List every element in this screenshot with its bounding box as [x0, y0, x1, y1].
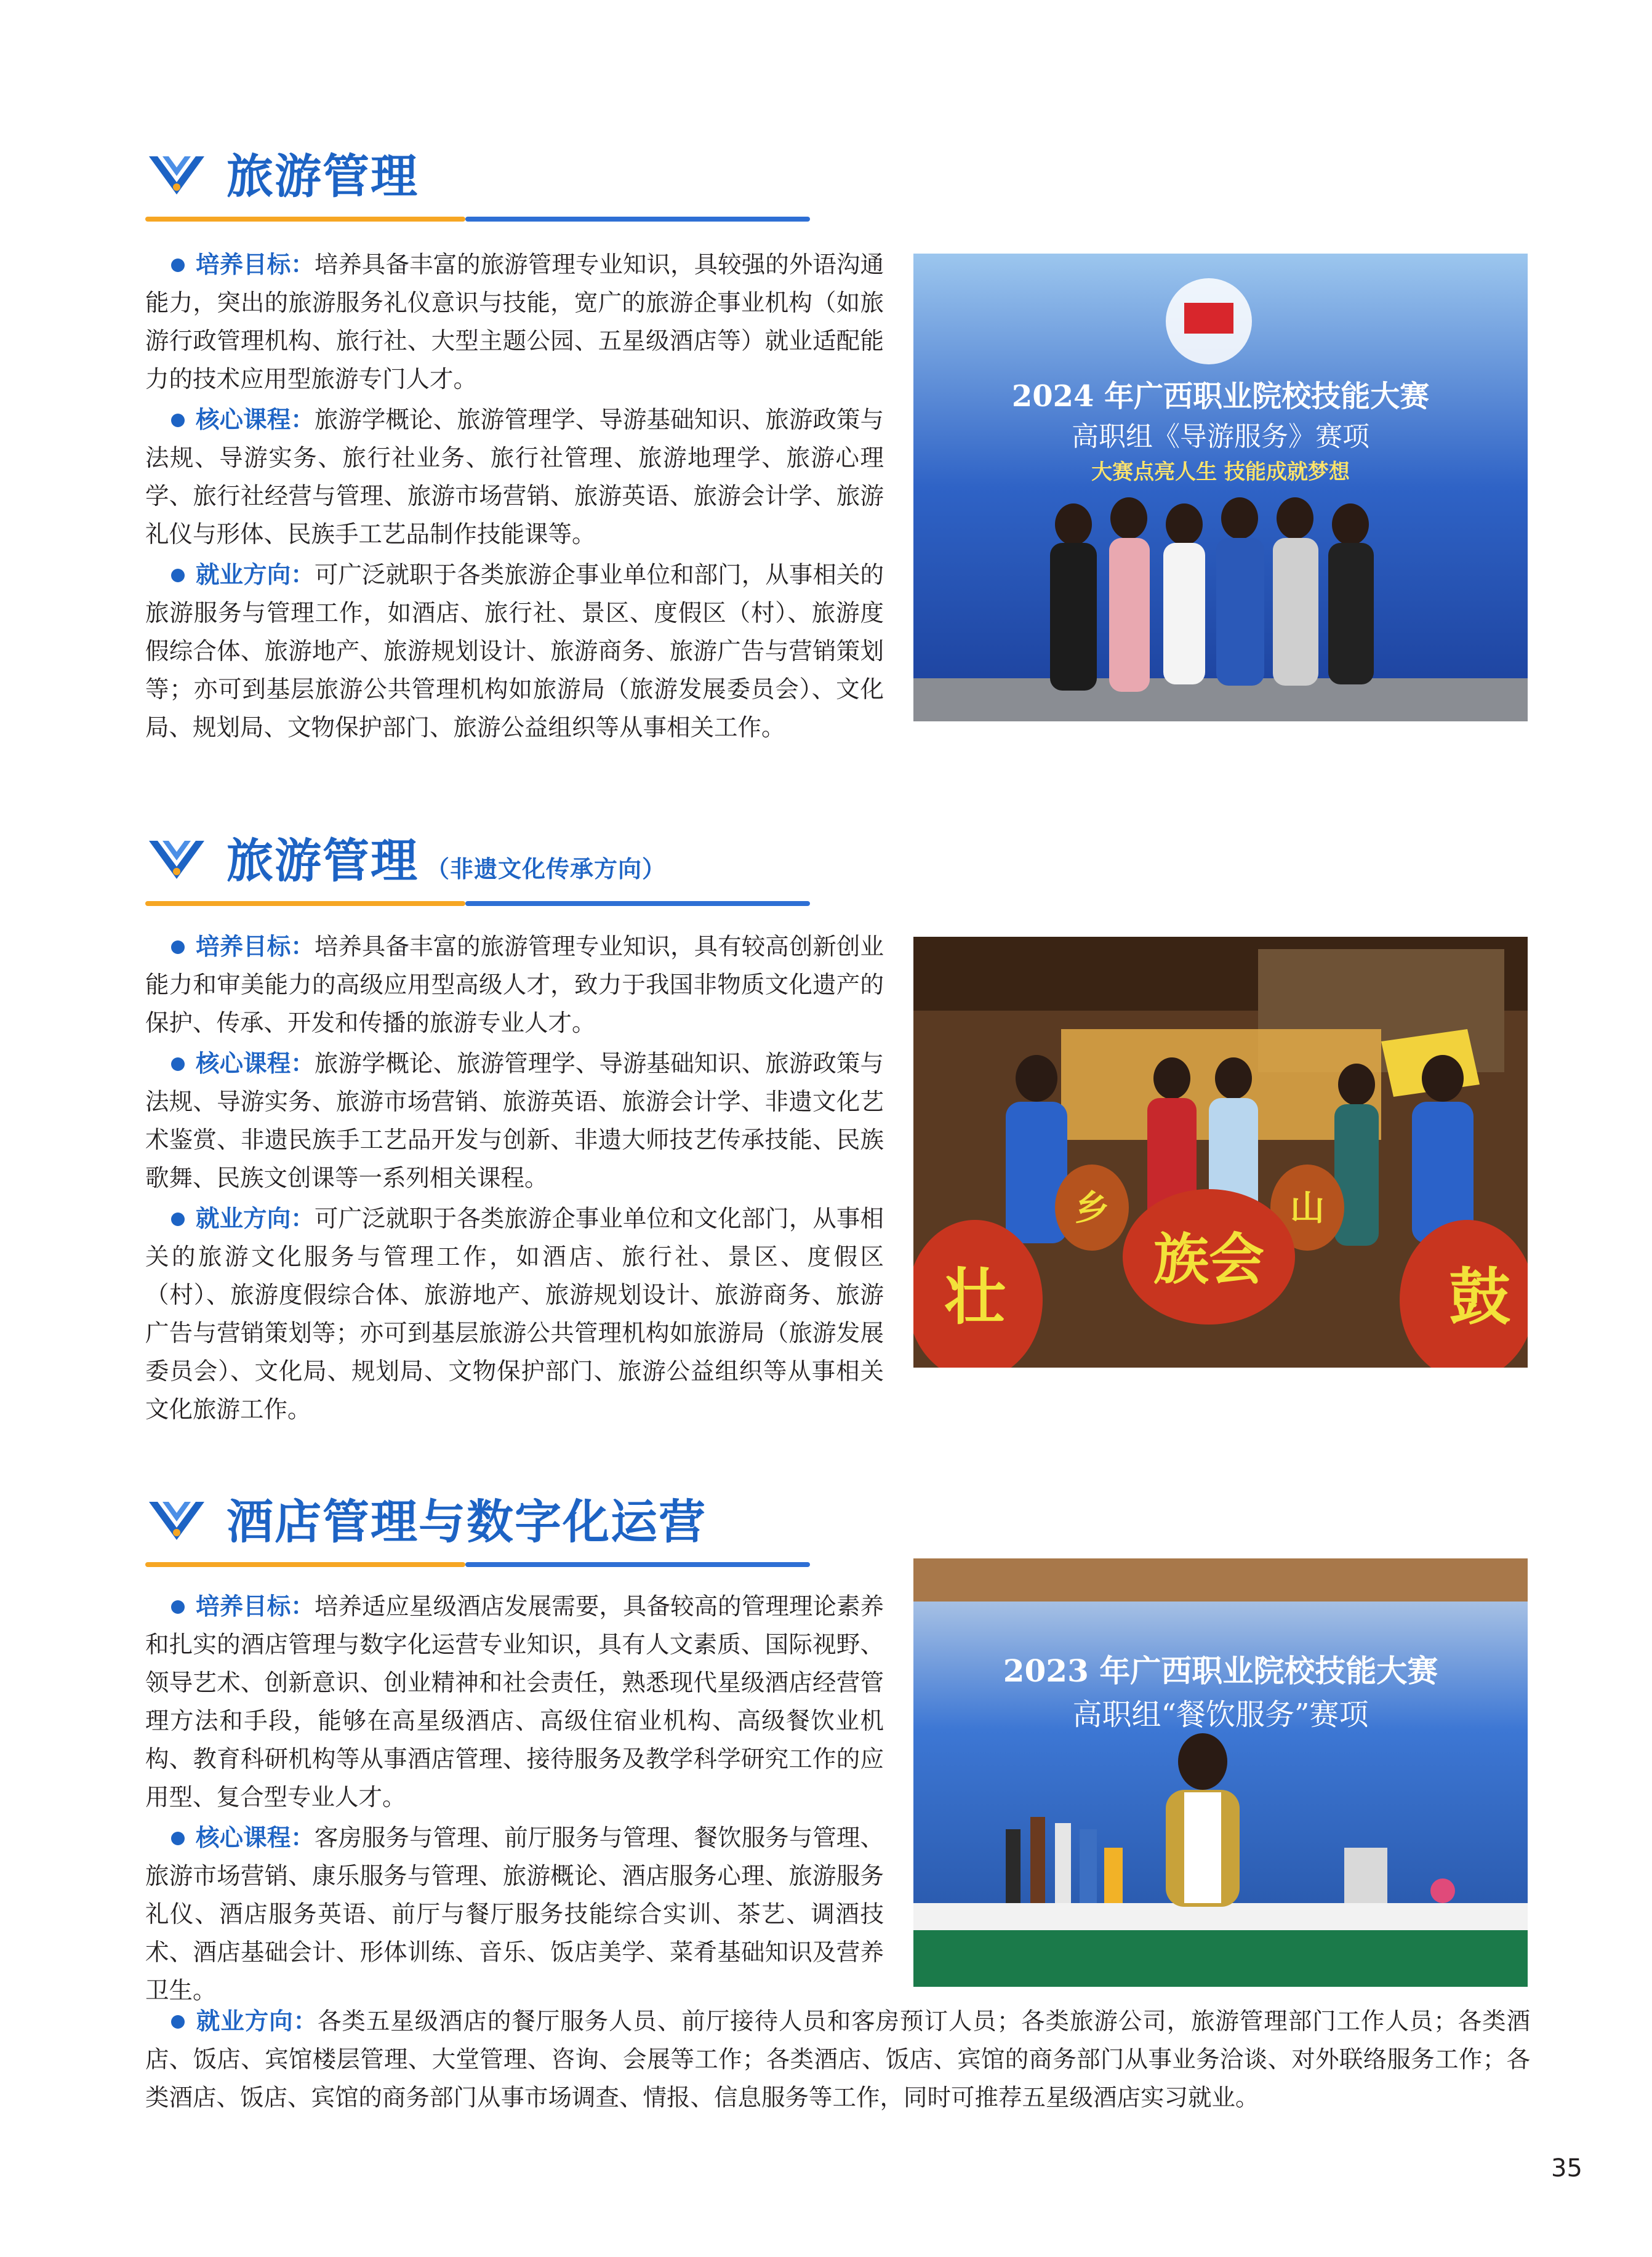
page-number: 35 — [1551, 2154, 1582, 2183]
photo-banner-line2: 高职组“餐饮服务”赛项 — [1072, 1698, 1369, 1732]
bullet-icon — [171, 259, 185, 272]
career-paragraph — [145, 2003, 1530, 2117]
drum-label-zuhui: 族会 — [1153, 1227, 1264, 1292]
section-body — [145, 928, 884, 1432]
bullet-icon — [171, 569, 185, 582]
career-text: 可广泛就职于各类旅游企事业单位和文化部门，从事相关的旅游文化服务与管理工作，如酒店、旅行社、景区、度假区（村）、旅游度假综合体、旅游地产、旅游规划设计、旅游商务、旅游广告与营销策划等；亦可到基层旅游公共管理机构如旅游局（旅游发展委员会）、文化局、规划局、文物保护部门、旅游公益组织等从事相关文化旅游工作。 — [145, 1205, 884, 1424]
career-paragraph — [145, 556, 884, 747]
section-subtitle: （非遗文化传承方向） — [426, 856, 667, 883]
goal-label: 培养目标： — [196, 933, 315, 961]
photo-zhuang-drum-performance — [913, 937, 1528, 1368]
career-label: 就业方向： — [196, 2008, 318, 2035]
title-rule-blue — [465, 1562, 810, 1567]
photo-banner-line1: 2023 年广西职业院校技能大赛 — [1003, 1653, 1438, 1689]
bullet-icon — [171, 940, 185, 954]
drum-label-zhuang: 壮 — [944, 1261, 1006, 1333]
section-title: 酒店管理与数字化运营 — [227, 1494, 707, 1549]
chevron-logo-icon — [149, 1496, 204, 1545]
drum-label-shan: 山 — [1290, 1189, 1325, 1229]
title-rule-gold — [145, 901, 465, 906]
chevron-logo-icon — [149, 835, 204, 884]
career-label: 就业方向： — [196, 1205, 315, 1233]
bullet-icon — [171, 1057, 185, 1071]
section-body-upper — [145, 1588, 884, 2013]
career-label: 就业方向： — [196, 561, 315, 589]
section-body-career — [145, 2003, 1530, 2120]
courses-text: 旅游学概论、旅游管理学、导游基础知识、旅游政策与法规、导游实务、旅行社业务、旅行社管理、旅游地理学、旅游心理学、旅行社经营与管理、旅游市场营销、旅游英语、旅游会计学、旅游礼仪与形体、民族手工艺品制作技能课等。 — [145, 406, 884, 548]
title-rule-gold — [145, 1562, 465, 1567]
title-rule-blue — [465, 901, 810, 906]
bullet-icon — [171, 2015, 185, 2029]
courses-label: 核心课程： — [196, 1050, 315, 1078]
courses-label: 核心课程： — [196, 1824, 315, 1852]
goal-text: 培养具备丰富的旅游管理专业知识，具较强的外语沟通能力，突出的旅游服务礼仪意识与技能，宽广的旅游企事业机构（如旅游行政管理机构、旅行社、大型主题公园、五星级酒店等）就业适配能力的技术应用型旅游专门人才。 — [145, 251, 884, 393]
goal-text: 培养具备丰富的旅游管理专业知识，具有较高创新创业能力和审美能力的高级应用型高级人才，致力于我国非物质文化遗产的保护、传承、开发和传播的旅游专业人才。 — [145, 933, 884, 1037]
photo-tour-guide-contest — [913, 254, 1528, 721]
career-text: 可广泛就职于各类旅游企事业单位和部门，从事相关的旅游服务与管理工作，如酒店、旅行社、景区、度假区（村）、旅游度假综合体、旅游地产、旅游规划设计、旅游商务、旅游广告与营销策划等；亦可到基层旅游公共管理机构如旅游局（旅游发展委员会）、文化局、规划局、文物保护部门、旅游公益组织等从事相关工作。 — [145, 561, 884, 742]
courses-paragraph — [145, 1045, 884, 1198]
career-text: 各类五星级酒店的餐厅服务人员、前厅接待人员和客房预订人员；各类旅游公司，旅游管理部门工作人员；各类酒店、饭店、宾馆楼层管理、大堂管理、咨询、会展等工作；各类酒店、饭店、宾馆的商务部门从事业务洽谈、对外联络服务工作；各类酒店、饭店、宾馆的商务部门从事市场调查、情报、信息服务等工作，同时可推荐五星级酒店实习就业。 — [145, 2008, 1530, 2112]
section-title: 旅游管理 （非遗文化传承方向） — [227, 833, 667, 888]
drum-label-xiang: 乡 — [1075, 1189, 1109, 1229]
courses-text: 旅游学概论、旅游管理学、导游基础知识、旅游政策与法规、导游实务、旅游市场营销、旅游英语、旅游会计学、非遗文化艺术鉴赏、非遗民族手工艺品开发与创新、非遗大师技艺传承技能、民族歌舞、民族文创课等一系列相关课程。 — [145, 1050, 884, 1192]
goal-paragraph — [145, 1588, 884, 1817]
photo-catering-contest — [913, 1558, 1528, 1987]
career-paragraph — [145, 1200, 884, 1429]
section-body — [145, 246, 884, 750]
drum-label-gu: 鼓 — [1449, 1261, 1510, 1333]
photo-banner-line2: 高职组《导游服务》赛项 — [1072, 421, 1369, 452]
goal-text: 培养适应星级酒店发展需要，具备较高的管理理论素养和扎实的酒店管理与数字化运营专业知识，具有人文素质、国际视野、领导艺术、创新意识、创业精神和社会责任，熟悉现代星级酒店经营管理方法和手段，能够在高星级酒店、高级住宿业机构、高级餐饮业机构、教育科研机构等从事酒店管理、接待服务及教学科学研究工作的应用型、复合型专业人才。 — [145, 1593, 884, 1811]
goal-paragraph — [145, 928, 884, 1043]
title-rule-gold — [145, 217, 465, 222]
bullet-icon — [171, 1600, 185, 1614]
courses-label: 核心课程： — [196, 406, 315, 434]
bullet-icon — [171, 1213, 185, 1226]
photo-banner-line3: 大赛点亮人生 技能成就梦想 — [1091, 460, 1350, 484]
goal-paragraph — [145, 246, 884, 399]
bullet-icon — [171, 414, 185, 427]
goal-label: 培养目标： — [196, 251, 315, 279]
goal-label: 培养目标： — [196, 1593, 315, 1621]
section-title: 旅游管理 — [227, 149, 419, 204]
chevron-logo-icon — [149, 150, 204, 199]
courses-paragraph — [145, 1819, 884, 2010]
bullet-icon — [171, 1832, 185, 1845]
photo-banner-line1: 2024 年广西职业院校技能大赛 — [1011, 379, 1430, 414]
title-rule-blue — [465, 217, 810, 222]
courses-paragraph — [145, 401, 884, 554]
courses-text: 客房服务与管理、前厅服务与管理、餐饮服务与管理、旅游市场营销、康乐服务与管理、旅游概论、酒店服务心理、旅游服务礼仪、酒店服务英语、前厅与餐厅服务技能综合实训、茶艺、调酒技术、酒店基础会计、形体训练、音乐、饭店美学、菜肴基础知识及营养卫生。 — [145, 1824, 884, 2005]
